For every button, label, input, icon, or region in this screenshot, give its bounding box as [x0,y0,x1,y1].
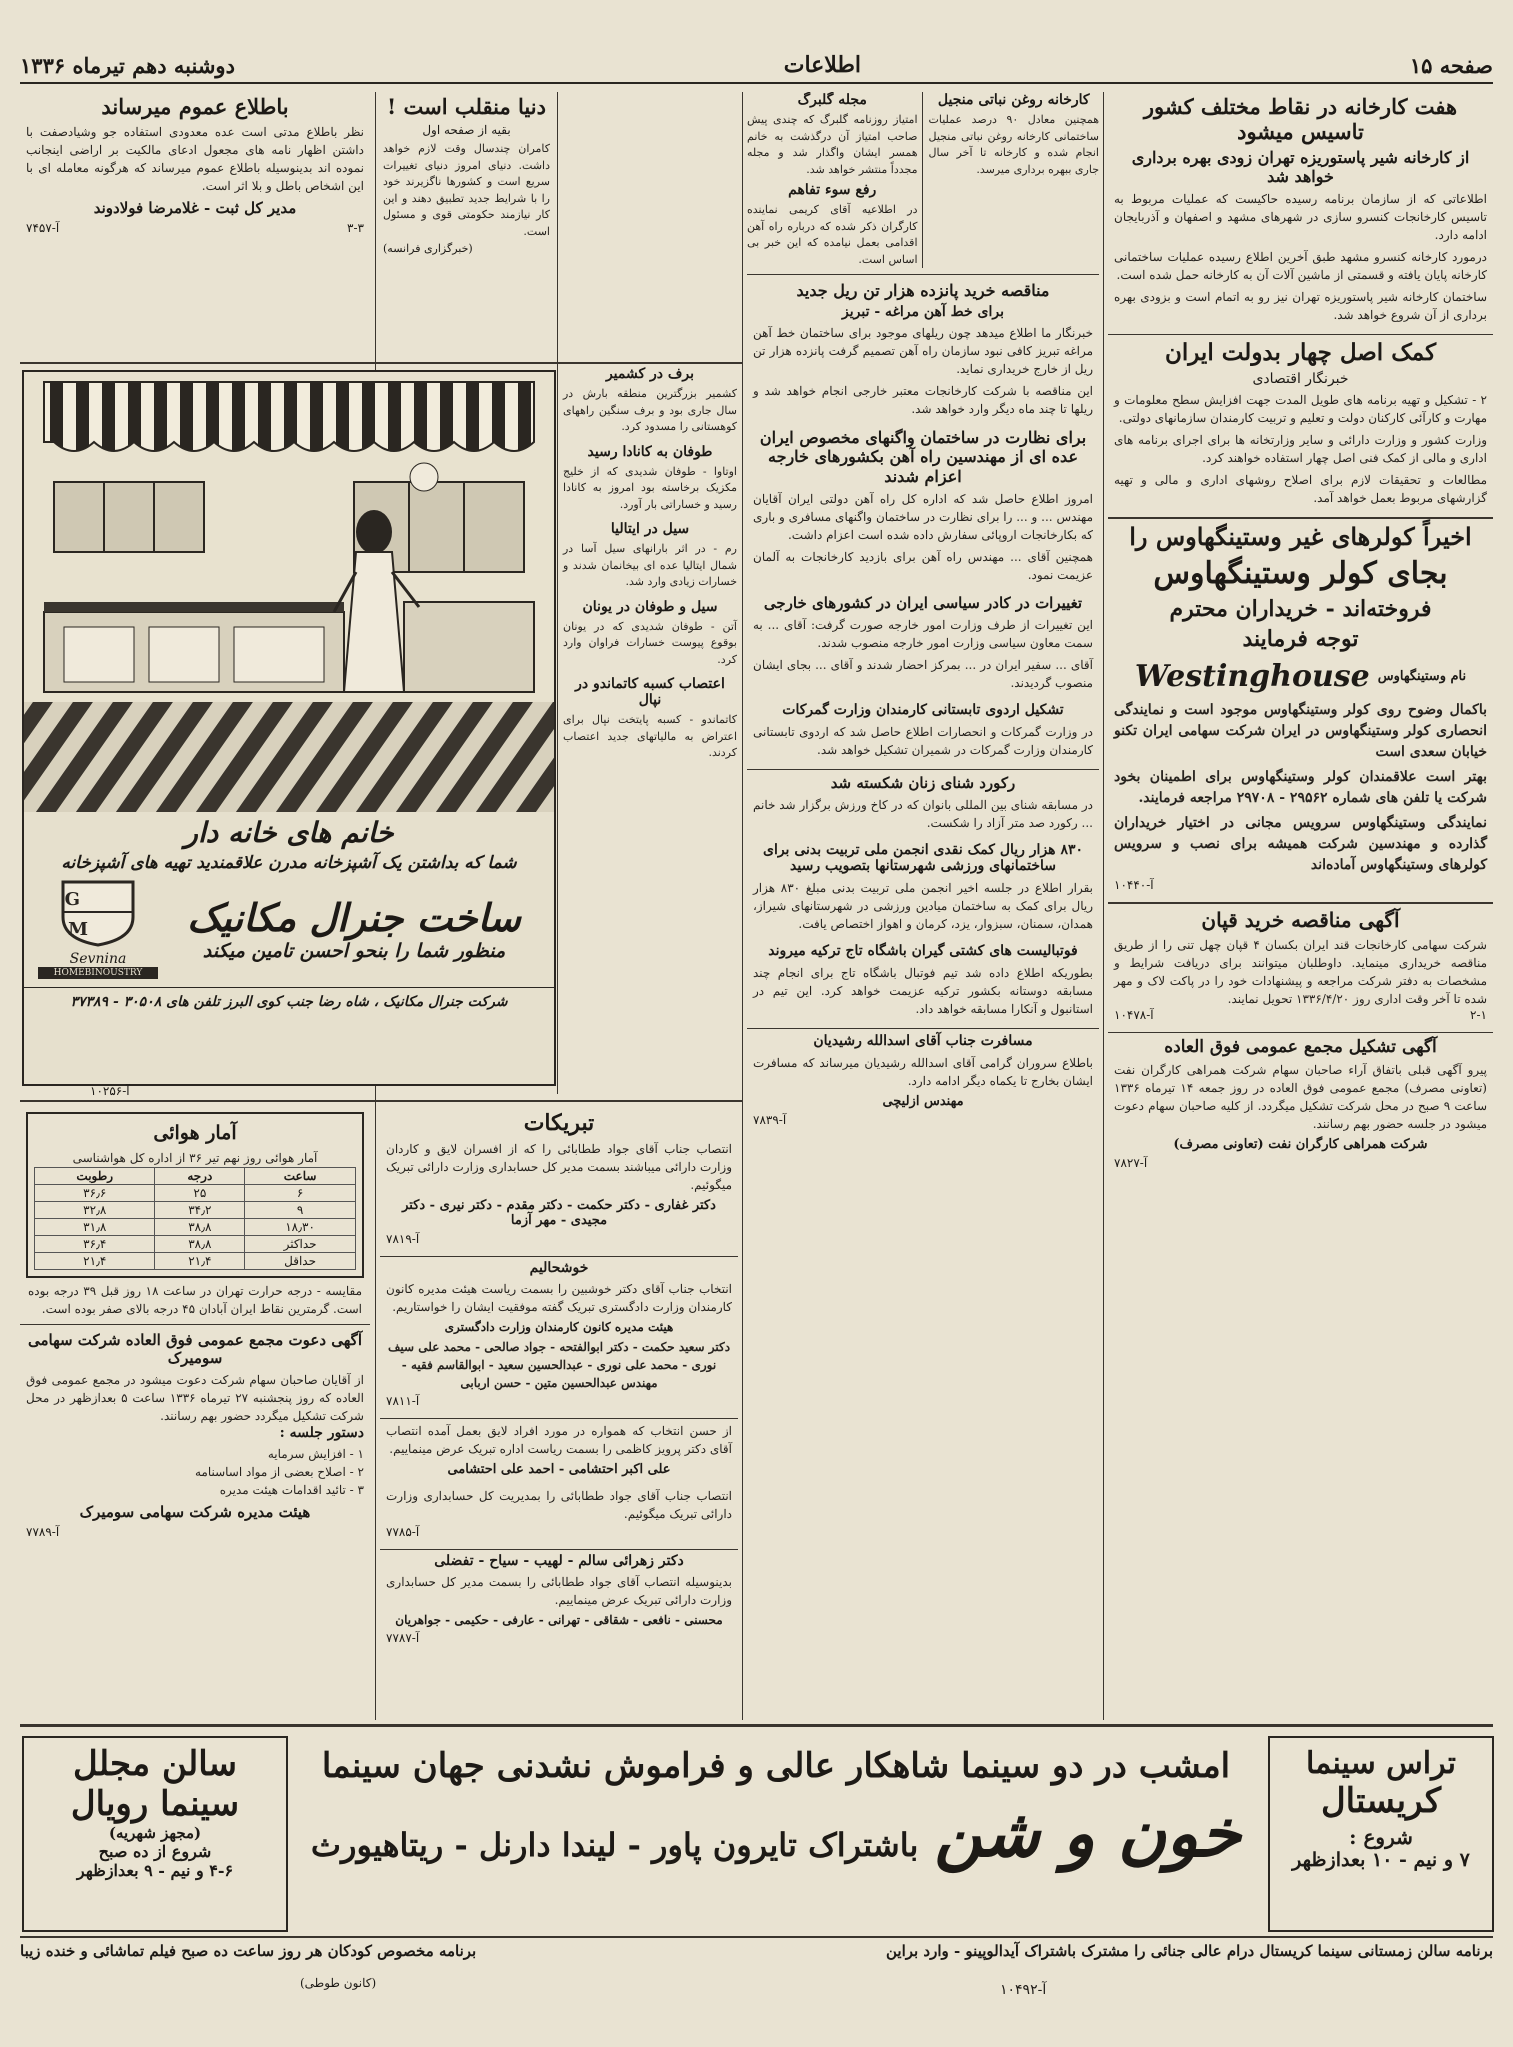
brand-logo: Westinghouse [1134,658,1370,694]
subheadline: بقیه از صفحه اول [422,123,511,138]
paragraph: اطلاعاتی که از سازمان برنامه رسیده حاکیست که عملیات مربوط به تاسیس کارخانجات کنسرو سازی در شهرهای مشهد و اصفهان و آذربایجان ادامه دارد. [1114,192,1487,243]
notice-land [26,94,364,235]
article-factory-oil [929,92,1100,268]
weather-cell: ۳۶٫۶ [35,1184,155,1201]
divider [747,769,1099,770]
ad-body: انتصاب جناب آقای جواد ططابائی را بمدیریت کل حسابداری وزارت دارائی تبریک میگوئیم. [386,1489,732,1522]
page-number: صفحه ۱۵ [1409,52,1493,78]
ad-ref: آ-۷۴۵۷ [26,221,60,236]
article-body: در مسابقه شنای بین المللی بانوان که در کاخ ورزش برگزار شد خانم ... رکورد صد متر آزاد را شکست. [753,797,1093,830]
kitchen-illustration [24,372,554,812]
ad-body: از آقایان صاحبان سهام شرکت دعوت میشود در مجمع عمومی فوق العاده که روز پنجشنبه ۲۷ تیرماه ۱۳۳۶ ساعت ۵ بعدازظهر در محل شرکت تشکیل میگردد حضور بهم رسانند. [26,1372,364,1423]
banner-top: امشب در دو سینما شاهکار عالی و فراموش نشدنی جهان سینما [321,1746,1231,1786]
ad-body: بهتر است علاقمندان کولر وستینگهاوس برای اطمینان بخود شرکت یا تلفن های شماره ۲۹۵۶۲ - ۲۹۷۰۸ مراجعه فرمایند. [1114,768,1487,806]
ad-tender [1114,908,1487,1022]
showtime-label: شروع : [1349,1825,1413,1849]
article-body [1114,190,1487,324]
paragraph: ساختمان کارخانه شیر پاستوریزه تهران نیز رو به اتمام است و بزودی بهره برداری از آن شروع خواهد شد. [1114,290,1487,323]
page-header [20,48,1493,84]
ad-title: توجه فرمایند [1242,626,1359,653]
ad-ref: آ-۱۰۲۵۶ [90,1084,130,1098]
issue-date: دوشنبه دهم تیرماه ۱۳۳۶ [20,52,235,78]
ad-westinghouse [1114,523,1487,892]
article-body: امتیاز روزنامه گلبرگ که چندی پیش صاحب امتیاز آن درگذشت به خانم همسر ایشان واگذار شد و مجله مجدداً منتشر خواهد شد. [747,113,918,176]
ad-assembly-oil [1114,1037,1487,1170]
ad-body: باکمال وضوح روی کولر وستینگهاوس موجود است و نمایندگی انحصاری کولر وستینگهاوس در ایران شرکت سهامی ایران تکنو خیابان سعدی است [1114,701,1487,760]
brand-prefix: نام وستینگهاوس [1377,668,1467,684]
ad-body: نمایندگی وستینگهاوس سرویس مجانی در اختیار خریداران گذارده و مهندسین شرکت همیشه برای نصب و سرویس کولرهای وستینگهاوس آماده‌اند [1114,814,1487,873]
headline: رفع سوء تفاهم [788,182,877,198]
signature: مدیر کل ثبت - غلامرضا فولادوند [93,199,297,218]
paragraph: این تغییرات از طرف وزارت امور خارجه صورت گرفت: آقای ... به سمت معاون سیاسی وزارت امور خارجه منصوب شدند. [753,617,1093,650]
article-italy [563,521,737,591]
weather-table [34,1167,356,1270]
column-wire [560,366,740,1096]
weather-row [35,1218,356,1235]
article-body: در اطلاعیه آقای کریمی نماینده کارگران ذکر شده که درباره راه آهن اقدامی بعمل نیامده که این خبر بی اساس است. [747,203,918,266]
divider [20,1936,1493,1938]
divider [747,274,1099,275]
ad-company: شرکت جنرال مکانیک ، شاه رضا جنب کوی البرز تلفن های ۳۰۵۰۸ - ۳۷۳۸۹ [24,987,554,1010]
paragraph: این مناقصه با شرکت کارخانجات معتبر خارجی انجام خواهد شد و ریلها تا چند ماه دیگر وارد خواهد شد. [753,384,1093,417]
subheadline: برای خط آهن مراغه - تبریز [842,304,1004,321]
divider [20,1324,370,1325]
cinema-title: سالن مجلل [72,1744,238,1784]
agenda-item: ۲ - اصلاح بعضی از مواد اساسنامه [194,1464,364,1479]
footer-ref: آ-۱۰۴۹۲ [1000,1982,1047,1998]
headline: اعتصاب کسبه کاتماندو در نپال [575,676,725,708]
headline: تغییرات در کادر سیاسی ایران در کشورهای خارجی [763,593,1083,612]
brand-script: Sevnina [69,951,127,967]
divider [380,1549,738,1550]
ad-body: پیرو آگهی قبلی باتفاق آراء صاحبان سهام شرکت همراهی کارگران نفت (تعاونی مصرف) مجمع عمومی فوق العاده در روز جمعه ۱۴ تیرماه ۱۳۳۶ ساعت ۹ صبح در محل شرکت تشکیل میگردد. از کلیه صاحبان سهام دعوت میشود در جلسه حضور بهم رسانند. [1114,1062,1487,1131]
weather-box [26,1112,364,1278]
showtime-label: شروع از ده صبح [98,1842,212,1861]
article-storm [563,444,737,514]
source: (خبرگزاری فرانسه) [383,242,473,256]
headline: آمار هوائی [153,1122,237,1144]
divider [20,1724,1493,1727]
article-body: کشمیر بزرگترین منطقه بارش در سال جاری بود و برف سنگین راههای کوهستانی را مسدود کرد. [563,387,737,433]
cinema-title: سینما رویال [70,1784,240,1824]
article-snow [563,366,737,436]
article-body [753,616,1093,692]
signature: هیئت مدیره شرکت سهامی سومیرک [79,1502,311,1521]
paragraph: درمورد کارخانه کنسرو مشهد طبق آخرین اطلاع رسیده عملیات ساختمانی کارخانه پایان یافته و قسمتی از ماشین آلات آن به کارخانه حمل شده است. [1114,250,1487,283]
ad-tagline: منظور شما را بنحو احسن تامین میکند [202,939,506,962]
cinema-note: (مجهز شهریه) [108,1824,202,1842]
ad-ref: آ-۱۰۴۴۰ [1114,877,1154,892]
subheadline: از کارخانه شیر پاستوریزه تهران زودی بهره برداری خواهد شد [1131,148,1470,187]
signature: علی اکبر احتشامی - احمد علی احتشامی [447,1462,671,1478]
paragraph: وزارت کشور و وزارت دارائی و سایر وزارتخانه ها برای اجرای برنامه های اداری و مالی از کمک فنی اصل چهار استفاده خواهند کرد. [1114,432,1487,465]
article-nepal [563,676,737,762]
weather-cell: ۳۸٫۸ [155,1235,245,1252]
ad-ref: آ-۷۷۸۷ [386,1631,420,1646]
weather-cell: ۱۸٫۳۰ [245,1218,356,1235]
article-sports-grant [753,842,1093,934]
weather-cell: ۹ [245,1201,356,1218]
footer-right: برنامه سالن زمستانی سینما کریستال درام عالی جنائی را مشترک باشتراک آیدالوپینو - وارد براین [885,1942,1493,1960]
divider [20,362,742,364]
article-customs-camp [753,702,1093,759]
column-rule [742,92,743,1720]
article-body [753,324,1093,418]
ad-ref: آ-۷۸۳۹ [753,1112,787,1127]
congrat-1 [386,1140,732,1246]
ad-general-mechanic [22,370,556,1086]
divider [1108,1032,1493,1033]
weather-cell: ۲۵ [155,1184,245,1201]
signature: محسنی - نافعی - شقاقی - تهرانی - عارفی - حکیمی - جواهریان [395,1613,723,1628]
weather-row [35,1184,356,1201]
headline: تبریکات [523,1110,595,1136]
agenda-label: دستور جلسه : [279,1424,364,1441]
headline: کارخانه روغن نباتی منجیل [937,92,1090,108]
ad-ref: آ-۷۸۲۷ [1114,1155,1148,1170]
ad-ref: ۲-۱ [1470,1007,1487,1022]
headline: باطلاع عموم میرساند [101,94,289,119]
weather-cell: درجه [155,1167,245,1184]
headline: مناقصه خرید پانزده هزار تن ریل جدید [796,281,1050,300]
article-body: همچنین معادل ۹۰ درصد عملیات ساختمانی کارخانه روغن نباتی منجیل انجام شده و کارخانه تا آخر سال جاری ببهره برداری میرسد. [928,113,1099,176]
ad-ref: آ-۱۰۴۷۸ [1114,1007,1154,1022]
article-body: آتن - طوفان شدیدی که در یونان بوقوع پیوست خسارات فراوان وارد کرد. [563,619,737,666]
ad-ref: آ-۷۷۸۵ [386,1525,420,1540]
divider [1108,902,1493,904]
congrat-4 [386,1487,732,1539]
footer-left: برنامه مخصوص کودکان هر روز ساعت ده صبح فیلم تماشائی و خنده زیبا [20,1942,477,1960]
divider [380,1256,738,1257]
article-world [383,94,550,255]
column-left-top [20,92,370,362]
article-body: باطلاع سروران گرامی آقای اسدالله رشیدیان میرساند که مسافرت ایشان بخارج تا یکماه دیگر ادامه دارد. [753,1055,1093,1088]
headline: رکورد شنای زنان شکسته شد [830,773,1016,792]
article-body: رم - در اثر بارانهای سیل آسا در شمال ایتالیا عده ای بیخانمان شدند و خسارات زیادی وارد شد. [563,542,737,588]
article-body: بقرار اطلاع در جلسه اخیر انجمن ملی تربیت بدنی مبلغ ۸۳۰ هزار ریال برای کمک به ساختمان میادین ورزشی در شهرستانهای شیراز، همدان، سمنان، سبزوار، یزد، کرمان و اهواز اختصاص یافت. [753,881,1093,932]
names: دکتر سعید حکمت - دکتر ابوالفتحه - جواد صالحی - محمد علی سیف نوری - محمد علی نوری - عبدالحسین سعید - ابوالقاسم فقیه - مهندس عبدالحسین متین - حسن اربابی [387,1340,731,1391]
article-rails-tender [753,281,1093,418]
divider [380,1418,738,1419]
article-body: بطوریکه اطلاع داده شد تیم فوتبال باشگاه تاج برای انجام چند مسابقه دوستانه بکشور ترکیه عزیمت خواهد کرد. این تیم در استانبول و آنکارا مسابقه خواهد داد. [753,965,1093,1016]
headline: کمک اصل چهار بدولت ایران [1164,339,1437,367]
weather-cell: رطوبت [35,1167,155,1184]
article-diplomatic [753,594,1093,692]
showtime: ۷ و نیم - ۱۰ بعدازظهر [1292,1849,1470,1871]
column-center-right [747,92,1099,1720]
article-body: کاتماندو - کسبه پایتخت نپال برای اعتراض به مالیاتهای جدید اعتصاب کردند. [563,713,737,759]
ad-cinema-crystal-terrace [1268,1736,1494,1932]
paragraph: امروز اطلاع حاصل شد که اداره کل راه آهن دولتی ایران آقایان مهندس ... و ... را برای نظارت در ساختمان واگنهای مسافری و باری که بکارخانجات اروپائی سفارش داده شده است اعزام داشت. [753,491,1093,542]
brand-band: HOMEBINOUSTRY [38,967,158,979]
weather-cell: ۲۱٫۴ [155,1252,245,1269]
weather-note: مقایسه - درجه حرارت تهران در ساعت ۱۸ روز قبل ۳۹ درجه بوده است. گرمترین نقاط ایران آبادان ۴۵ درجه بالای صفر بوده است. [28,1283,362,1316]
paragraph: آقای ... سفیر ایران در ... بمرکز احضار شدند و آقای ... بجای ایشان منصوب گردیدند. [753,657,1093,690]
ad-ref: آ-۷۸۱۹ [386,1232,420,1247]
congrat-3 [386,1422,732,1477]
film-title: خون و شن [934,1794,1242,1872]
agenda-item: ۱ - افزایش سرمایه [267,1446,364,1461]
headline: هفت کارخانه در نقاط مختلف کشور تاسیس میشود [1143,94,1458,145]
article-body: اوتاوا - طوفان شدیدی که از خلیج مکزیک برخاسته بود امروز به کانادا رسید و خساراتی بار آورد. [563,464,737,511]
shield-logo-icon [58,877,138,947]
cinema-title: کریستال [1320,1781,1442,1821]
showtime: ۴-۶ و نیم - ۹ بعدازظهر [76,1861,234,1880]
article-swimming [753,774,1093,832]
column-rule [557,92,558,362]
ad-title: بجای کولر وستینگهاوس [1153,555,1448,591]
ad-assembly-somirek [26,1331,364,1539]
article-magazine [747,92,923,268]
headline: آگهی دعوت مجمع عمومی فوق العاده شرکت سهامی سومیرک [27,1330,362,1367]
column-congratulations [380,1108,738,1720]
article-greece [563,599,737,669]
headline: ۸۳۰ هزار ریال کمک نقدی انجمن ملی تربیت بدنی برای ساختمانهای ورزشی شهرستانها بتصویب رسید [762,841,1083,875]
cinema-footer [20,1942,1493,1970]
column-left-bottom [20,1108,370,1720]
weather-row [35,1252,356,1269]
ad-body: انتصاب جناب آقای جواد ططابائی را که از افسران لایق و کاردان وزارت دارائی میباشند بسمت مدیر کل حسابداری وزارت دارائی تبریک میگوئیم. [386,1142,732,1193]
weather-cell: ۳۴٫۲ [155,1201,245,1218]
ad-brand: ساخت جنرال مکانیک [187,894,521,940]
article-body [753,490,1093,584]
article-factories [1114,94,1487,324]
article-body [1114,391,1487,507]
headline: دکتر زهرائی سالم - لهیب - سیاح - تفضلی [434,1553,684,1570]
ad-body: بدینوسیله انتصاب آقای جواد ططابائی را بسمت مدیر کل حسابداری وزارت دارائی تبریک عرض مینماییم. [386,1575,732,1608]
divider [1108,517,1493,519]
weather-cell: ۳۱٫۸ [35,1218,155,1235]
article-body: نظر باطلاع مدتی است عده معدودی استفاده جو وشیادصفت با داشتن اظهار نامه های مجعول ادعای مالکیت بر اراضی اینجانب نموده اند بدینوسیله باطلاع عموم میرساند که هرگونه معامله ای با این اشخاص باطل و بلا اثر است. [26,125,364,194]
headline: برف در کشمیر [605,366,695,382]
ad-title: اخیراً کولرهای غیر وستینگهاوس را [1129,521,1472,551]
signature: هیئت مدیره کانون کارمندان وزارت دادگستری [444,1320,674,1335]
headline: آگهی مناقصه خرید قپان [1201,907,1400,932]
weather-row [35,1235,356,1252]
headline: سیل و طوفان در یونان [582,598,718,615]
headline: آگهی تشکیل مجمع عمومی فوق العاده [1164,1036,1437,1057]
article-body: کامران چندسال وقت لازم خواهد داشت. دنیای امروز دنیای تغییرات سریع است و کشورها ناگزیرند خود را با شرایط جدید تطبیق دهند و این کار نیازمند حکومتی قوی و مسئول است. [383,142,550,238]
cinema-title: تراس سینما [1305,1746,1457,1781]
weather-cell: حداقل [245,1252,356,1269]
weather-cell: ۲۱٫۴ [35,1252,155,1269]
paragraph: مطالعات و تحقیقات لازم برای اصلاح روشهای اداری و مالی و تهیه گزارشهای مربوط بعمل خواهد آمد. [1114,472,1487,505]
ad-ref: آ-۷۷۸۹ [26,1524,60,1539]
ad-body: انتخاب جناب آقای دکتر خوشبین را بسمت ریاست هیئت مدیره کانون کارمندان وزارت دادگستری تبریک گفته موفقیت ایشان را خواستاریم. [386,1282,732,1315]
logo-letter-g: G [64,889,80,910]
divider [747,1028,1099,1029]
weather-cell: ۳۶٫۴ [35,1235,155,1252]
column-rule [557,362,558,1094]
paragraph: همچنین آقای ... مهندس راه آهن برای بازدید کارخانجات به آلمان عزیمت نمود. [753,549,1093,582]
weather-intro: آمار هوائی روز نهم تیر ۳۶ از اداره کل هواشناسی [72,1150,318,1165]
ad-ref: ۳-۳ [347,221,364,236]
headline: برای نظارت در ساختمان واگنهای مخصوص ایران عده ای از مهندسین راه آهن بکشورهای خارجه اعزام شدند [759,428,1087,486]
headline: فوتبالیست های کشتی گیران باشگاه تاج ترکیه میروند [768,943,1078,960]
ad-headline: خانم های خانه دار [184,816,394,849]
paragraph: ۲ - تشکیل و تهیه برنامه های طویل المدت جهت افزایش سطح معلومات و مهارت و کارآئی کارکنان دولت و تعلیم و تربیت کارمندان سازمانهای دولتی. [1114,392,1487,425]
ad-subline: شما که بداشتن یک آشپزخانه مدرن علاقمندید تهیه های آشپزخانه [61,853,517,873]
gm-logo [38,877,158,979]
headline: دنیا منقلب است ! [387,94,546,119]
weather-cell: حداکثر [245,1235,356,1252]
congrat-2 [386,1260,732,1408]
article-rail-engineers [753,428,1093,584]
signature: شرکت همراهی کارگران نفت (تعاونی مصرف) [1173,1136,1428,1152]
weather-cell: ۳۲٫۸ [35,1201,155,1218]
weather-row [35,1167,356,1184]
ad-cinema-royal [22,1736,288,1932]
headline: تشکیل اردوی تابستانی کارمندان وزارت گمرکات [782,701,1064,718]
weather-row [35,1201,356,1218]
masthead: اطلاعات [783,52,862,78]
paragraph: خبرنگار ما اطلاع میدهد چون ریلهای موجود برای ساختمان خط آهن مراغه تبریز کافی نبود سازمان راه آهن تصمیم گرفت پانزده هزار تن ریل از خارج خریداری نماید. [753,326,1093,377]
article-football [753,943,1093,1018]
headline: سیل در ایتالیا [610,521,690,537]
signature: دکتر غفاری - دکتر حکمت - دکتر مقدم - دکتر نیری - دکتر مجیدی - مهر آزما [402,1198,716,1229]
headline: مسافرت جناب آقای اسدالله رشیدیان [813,1032,1033,1049]
weather-cell: ساعت [245,1167,356,1184]
headline: طوفان به کانادا رسید [587,443,713,460]
headline: مجله گلبرگ [797,92,867,108]
headline: خوشحالیم [529,1260,589,1277]
footer-left-note: (کانون طوطی) [300,1976,377,1990]
divider [1108,334,1493,335]
ad-body: از حسن انتخاب که همواره در مورد افراد لایق بعمل آمده انتصاب آقای دکتر پرویز کاظمی را بسمت ریاست اداره تبریک عرض مینماییم. [386,1424,732,1457]
signature: مهندس ازلیچی [882,1093,964,1109]
ad-cinema-banner [292,1736,1260,1928]
weather-cell: ۳۸٫۸ [155,1218,245,1235]
column-rule [1103,92,1104,1720]
ad-body: شرکت سهامی کارخانجات قند ایران بکسان ۴ قپان چهل تنی را از طریق مناقصه خریداری مینماید. داوطلبان میتوانند برای دریافت شرایط و مشخصات به دفتر شرکت مراجعه و پیشنهادات خود را در پاکت لاک و مهر شده تا آخر وقت اداری روز ۱۳۳۶/۴/۲۰ تحویل نمایند. [1114,937,1487,1006]
film-cast: باشتراک تایرون پاور - لیندا دارنل - ریتاهیورث [310,1826,919,1864]
divider [20,1100,742,1102]
byline: خبرنگار اقتصادی [1252,370,1349,387]
article-body: در وزارت گمرکات و انحصارات اطلاع حاصل شد که اردوی تابستانی کارمندان وزارت گمرکات در شمیران تشکیل خواهد شد. [753,724,1093,757]
column-right [1108,92,1493,1720]
ad-ref: آ-۷۸۱۱ [386,1394,420,1409]
article-travel [753,1033,1093,1127]
article-point-four [1114,339,1487,507]
congrat-5 [386,1553,732,1645]
agenda-item: ۳ - تائید اقدامات هیئت مدیره [219,1482,364,1497]
logo-letter-m: M [68,919,88,940]
ad-title: فروخته‌اند - خریداران محترم [1169,595,1432,622]
weather-cell: ۶ [245,1184,356,1201]
